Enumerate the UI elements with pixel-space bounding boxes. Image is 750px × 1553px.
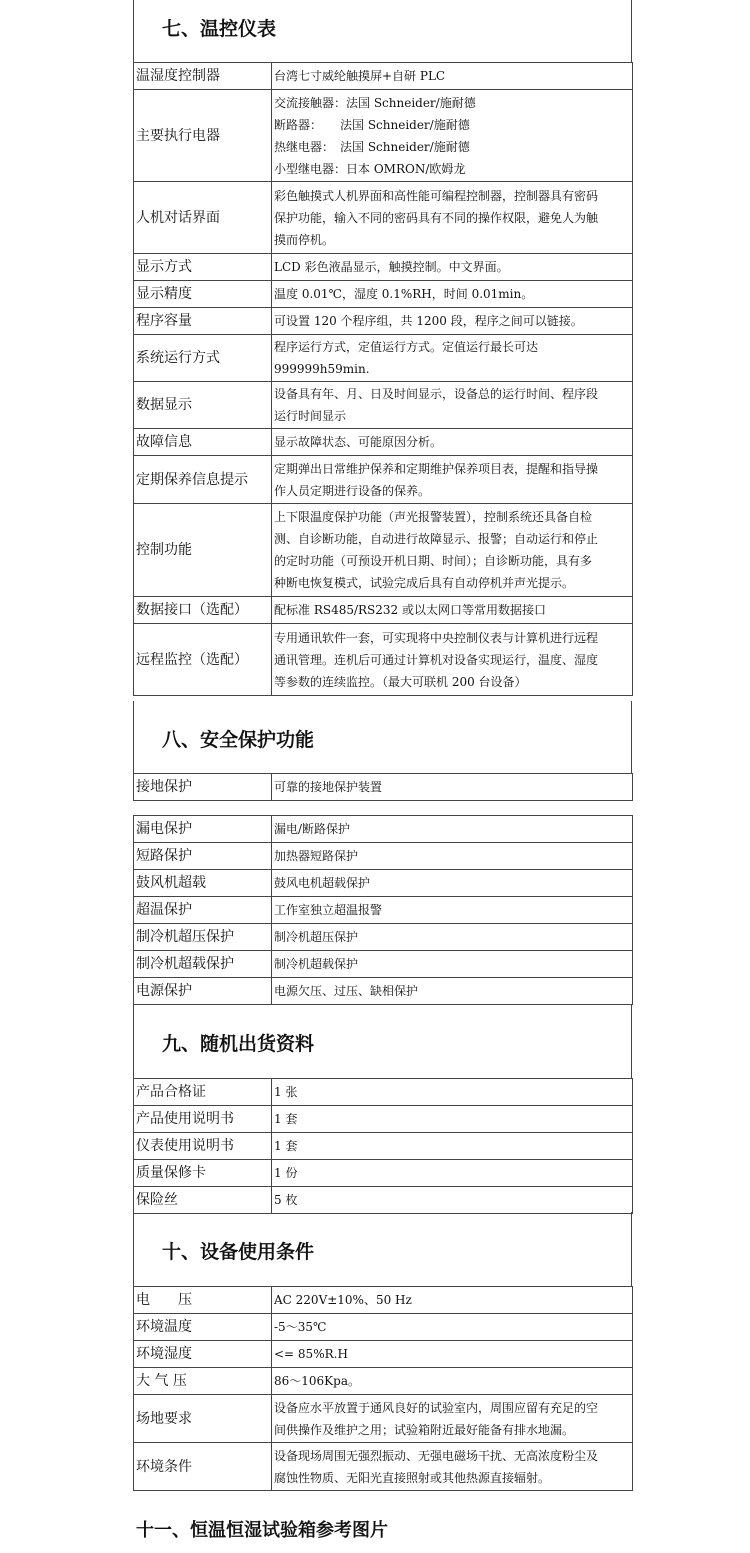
row-value-line: 1 套 bbox=[274, 1139, 298, 1153]
row-value-line: 热继电器： 法国 Schneider/施耐德 bbox=[274, 139, 470, 154]
row-label: 电源保护 bbox=[134, 978, 272, 1005]
row-label: 场地要求 bbox=[134, 1395, 272, 1443]
row-value-line: 交流接触器：法国 Schneider/施耐德 bbox=[274, 95, 476, 110]
row-value-line: 999999h59min. bbox=[274, 362, 370, 376]
row-label: 环境温度 bbox=[134, 1314, 272, 1341]
section-10-title: 十、设备使用条件 bbox=[162, 1241, 315, 1263]
table-row bbox=[134, 1368, 633, 1395]
table-row bbox=[134, 1287, 633, 1314]
row-value-line: 显示故障状态、可能原因分析。 bbox=[274, 435, 443, 449]
section-11-title: 十一、恒温恒湿试验箱参考图片 bbox=[136, 1520, 388, 1541]
row-value bbox=[272, 1160, 633, 1187]
temperature-controller-table bbox=[133, 62, 633, 696]
table-row bbox=[134, 1443, 633, 1491]
row-value bbox=[272, 774, 633, 801]
row-value-line: 作人员定期进行设备的保养。 bbox=[274, 483, 431, 498]
row-value-line: 彩色触摸式人机界面和高性能可编程控制器，控制器具有密码 bbox=[274, 188, 599, 203]
table-row bbox=[134, 504, 633, 597]
table-row bbox=[134, 1133, 633, 1160]
row-label: 数据显示 bbox=[134, 382, 272, 429]
row-value-line: 测、自诊断功能，自动进行故障显示、报警；自动运行和停止 bbox=[274, 532, 599, 546]
row-label: 仪表使用说明书 bbox=[134, 1133, 272, 1160]
row-value bbox=[272, 1341, 633, 1368]
row-label: 短路保护 bbox=[134, 843, 272, 870]
row-label: 环境湿度 bbox=[134, 1341, 272, 1368]
row-label: 温湿度控制器 bbox=[134, 63, 272, 90]
row-value bbox=[272, 597, 633, 624]
table-row bbox=[134, 1314, 633, 1341]
row-label: 产品使用说明书 bbox=[134, 1106, 272, 1133]
row-label: 大 气 压 bbox=[134, 1368, 272, 1395]
row-label: 定期保养信息提示 bbox=[134, 456, 272, 504]
row-value bbox=[272, 843, 633, 870]
row-value bbox=[272, 924, 633, 951]
row-label: 漏电保护 bbox=[134, 816, 272, 843]
row-label: 质量保修卡 bbox=[134, 1160, 272, 1187]
row-value bbox=[272, 182, 633, 254]
row-label: 数据接口（选配） bbox=[134, 597, 272, 624]
table-row bbox=[134, 951, 633, 978]
row-value bbox=[272, 1106, 633, 1133]
row-value-line: 保护功能，输入不同的密码具有不同的操作权限，避免人为触 bbox=[274, 210, 599, 225]
table-row bbox=[134, 924, 633, 951]
table-row bbox=[134, 897, 633, 924]
row-value bbox=[272, 951, 633, 978]
table-row bbox=[134, 774, 633, 801]
row-value-line: 运行时间显示 bbox=[274, 409, 347, 423]
row-value bbox=[272, 1133, 633, 1160]
row-label: 产品合格证 bbox=[134, 1079, 272, 1106]
table-row bbox=[134, 254, 633, 281]
row-value-line: 专用通讯软件一套，可实现将中央控制仪表与计算机进行远程 bbox=[274, 630, 599, 645]
table-row bbox=[134, 1160, 633, 1187]
row-value-line: -5～35℃ bbox=[274, 1320, 327, 1334]
row-value bbox=[272, 897, 633, 924]
row-value-line: 制冷机超载保护 bbox=[274, 957, 359, 971]
row-value-line: 台湾七寸威纶触摸屏+自研 PLC bbox=[274, 69, 446, 83]
table-row bbox=[134, 1341, 633, 1368]
row-label: 制冷机超载保护 bbox=[134, 951, 272, 978]
row-value bbox=[272, 1443, 633, 1491]
table-row bbox=[134, 1187, 633, 1214]
row-value bbox=[272, 1079, 633, 1106]
table-row bbox=[134, 308, 633, 335]
row-label: 接地保护 bbox=[134, 774, 272, 801]
table-row bbox=[134, 1079, 633, 1106]
row-label: 显示精度 bbox=[134, 281, 272, 308]
row-value bbox=[272, 1368, 633, 1395]
row-value bbox=[272, 1187, 633, 1214]
row-value bbox=[272, 1314, 633, 1341]
table-row bbox=[134, 870, 633, 897]
row-label: 系统运行方式 bbox=[134, 335, 272, 382]
row-value-line: 通讯管理。连机后可通过计算机对设备实现运行，温度、湿度 bbox=[274, 652, 599, 667]
row-label: 鼓风机超载 bbox=[134, 870, 272, 897]
section-9-title: 九、随机出货资料 bbox=[162, 1033, 315, 1055]
row-label: 超温保护 bbox=[134, 897, 272, 924]
row-label: 电 压 bbox=[134, 1287, 272, 1314]
table-row bbox=[134, 816, 633, 843]
table-row bbox=[134, 978, 633, 1005]
safety-protection-table-b bbox=[133, 815, 633, 1005]
row-label: 显示方式 bbox=[134, 254, 272, 281]
row-value-line: 加热器短路保护 bbox=[274, 849, 359, 863]
row-label: 故障信息 bbox=[134, 429, 272, 456]
section-9-header bbox=[133, 1004, 632, 1078]
row-value bbox=[272, 90, 633, 182]
row-label: 人机对话界面 bbox=[134, 182, 272, 254]
row-value-line: 制冷机超压保护 bbox=[274, 930, 359, 944]
shipping-documents-table bbox=[133, 1078, 633, 1214]
table-row bbox=[134, 624, 633, 696]
row-value-line: 定期弹出日常维护保养和定期维护保养项目表，提醒和指导操 bbox=[274, 461, 599, 476]
row-value-line: 漏电/断路保护 bbox=[274, 822, 351, 836]
table-row bbox=[134, 182, 633, 254]
row-label: 制冷机超压保护 bbox=[134, 924, 272, 951]
row-value-line: 腐蚀性物质、无阳光直接照射或其他热源直接辐射。 bbox=[274, 1470, 551, 1485]
table-row bbox=[134, 382, 633, 429]
row-value bbox=[272, 1287, 633, 1314]
row-value-line: 1 套 bbox=[274, 1112, 298, 1126]
row-value bbox=[272, 1395, 633, 1443]
table-row bbox=[134, 1106, 633, 1133]
row-value-line: 的定时功能（可预设开机日期、时间）；自诊断功能，具有多 bbox=[274, 554, 593, 568]
row-value bbox=[272, 870, 633, 897]
row-value-line: 上下限温度保护功能（声光报警装置），控制系统还具备自检 bbox=[274, 510, 593, 524]
row-value-line: LCD 彩色液晶显示，触摸控制。中文界面。 bbox=[274, 260, 509, 274]
row-label: 保险丝 bbox=[134, 1187, 272, 1214]
section-10-header bbox=[133, 1212, 632, 1286]
row-value-line: 温度 0.01℃，湿度 0.1%RH，时间 0.01min。 bbox=[274, 287, 534, 301]
row-value bbox=[272, 816, 633, 843]
row-value-line: 设备现场周围无强烈振动、无强电磁场干扰、无高浓度粉尘及 bbox=[274, 1448, 599, 1463]
table-row bbox=[134, 90, 633, 182]
row-value bbox=[272, 624, 633, 696]
row-value-line: 5 枚 bbox=[274, 1193, 298, 1207]
row-value bbox=[272, 429, 633, 456]
row-value-line: 配标准 RS485/RS232 或以太网口等常用数据接口 bbox=[274, 603, 546, 617]
row-value-line: 断路器： 法国 Schneider/施耐德 bbox=[274, 117, 470, 132]
row-value bbox=[272, 281, 633, 308]
table-row bbox=[134, 843, 633, 870]
table-row bbox=[134, 281, 633, 308]
row-value bbox=[272, 335, 633, 382]
table-row bbox=[134, 335, 633, 382]
row-value-line: <= 85%R.H bbox=[274, 1347, 348, 1361]
row-value-line: 设备应水平放置于通风良好的试验室内，周围应留有充足的空 bbox=[274, 1400, 599, 1415]
row-value-line: 设备具有年、月、日及时间显示，设备总的运行时间、程序段 bbox=[274, 387, 599, 401]
row-value bbox=[272, 504, 633, 597]
row-value bbox=[272, 978, 633, 1005]
row-value bbox=[272, 63, 633, 90]
row-value-line: AC 220V±10%、50 Hz bbox=[274, 1293, 412, 1307]
safety-protection-table-a bbox=[133, 773, 633, 801]
row-value-line: 86～106Kpa。 bbox=[274, 1374, 360, 1388]
table-row bbox=[134, 456, 633, 504]
table-row bbox=[134, 1395, 633, 1443]
table-row bbox=[134, 429, 633, 456]
section-7-header bbox=[133, 0, 632, 62]
row-value-line: 可靠的接地保护装置 bbox=[274, 780, 383, 794]
row-value-line: 摸而停机。 bbox=[274, 232, 335, 247]
row-value-line: 1 份 bbox=[274, 1166, 298, 1180]
row-label: 主要执行电器 bbox=[134, 90, 272, 182]
table-row bbox=[134, 63, 633, 90]
row-value-line: 工作室独立超温报警 bbox=[274, 903, 383, 917]
row-value-line: 鼓风电机超载保护 bbox=[274, 876, 371, 890]
section-8-title: 八、安全保护功能 bbox=[162, 729, 315, 751]
row-value bbox=[272, 456, 633, 504]
row-value bbox=[272, 254, 633, 281]
section-7-title: 七、温控仪表 bbox=[162, 18, 277, 40]
row-value-line: 电源欠压、过压、缺相保护 bbox=[274, 984, 419, 998]
row-label: 程序容量 bbox=[134, 308, 272, 335]
row-value-line: 程序运行方式，定值运行方式。定值运行最长可达 bbox=[274, 340, 539, 354]
table-row bbox=[134, 597, 633, 624]
row-label: 环境条件 bbox=[134, 1443, 272, 1491]
row-value bbox=[272, 382, 633, 429]
row-value-line: 小型继电器：日本 OMRON/欧姆龙 bbox=[274, 161, 466, 176]
row-value-line: 可设置 120 个程序组，共 1200 段，程序之间可以链接。 bbox=[274, 314, 583, 328]
row-value-line: 间供操作及维护之用；试验箱附近最好能备有排水地漏。 bbox=[274, 1422, 575, 1437]
row-label: 远程监控（选配） bbox=[134, 624, 272, 696]
row-value-line: 等参数的连续监控。（最大可联机 200 台设备） bbox=[274, 674, 527, 689]
row-value-line: 种断电恢复模式，试验完成后具有自动停机并声光提示。 bbox=[274, 576, 575, 590]
section-8-header bbox=[133, 701, 632, 773]
row-label: 控制功能 bbox=[134, 504, 272, 597]
row-value-line: 1 张 bbox=[274, 1085, 298, 1099]
row-value bbox=[272, 308, 633, 335]
usage-conditions-table bbox=[133, 1286, 633, 1491]
